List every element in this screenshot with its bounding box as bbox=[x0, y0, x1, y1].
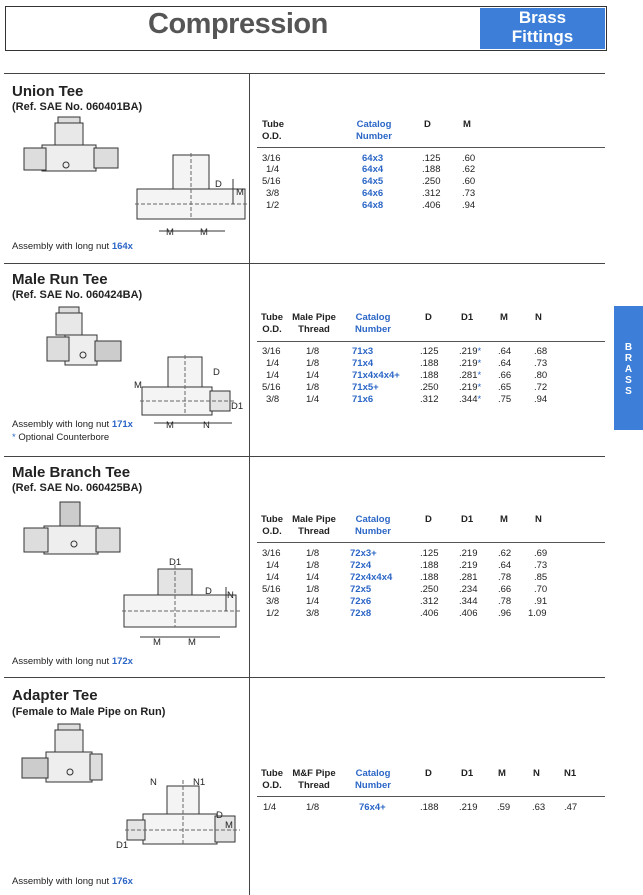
section-divider bbox=[4, 263, 605, 264]
cell: .69 bbox=[534, 548, 548, 559]
cell: 3/8 bbox=[266, 188, 280, 199]
footnote-star: * bbox=[12, 432, 16, 443]
cell: .62 bbox=[462, 164, 476, 175]
dim-label: D1 bbox=[231, 401, 244, 412]
cell: .94 bbox=[462, 200, 476, 211]
adapter-tee-photo bbox=[20, 722, 105, 797]
cell: .78 bbox=[498, 572, 512, 583]
cell: .234 bbox=[459, 584, 478, 595]
cell: 3/16 bbox=[262, 153, 281, 164]
section-title: Male Run Tee bbox=[12, 271, 108, 288]
cell: .188 bbox=[420, 560, 439, 571]
assembly-note bbox=[12, 419, 133, 430]
cell: 1/4 bbox=[306, 596, 320, 607]
cell: .73 bbox=[534, 358, 548, 369]
col-header: Tube O.D. bbox=[261, 312, 283, 335]
cell: .406 bbox=[422, 200, 441, 211]
cell: .73 bbox=[534, 560, 548, 571]
assembly-text: Assembly with long nut bbox=[12, 241, 110, 252]
cell: .70 bbox=[534, 584, 548, 595]
cell: .63 bbox=[532, 802, 546, 813]
dim-label: M bbox=[200, 227, 208, 238]
table-row bbox=[0, 596, 643, 607]
table-row bbox=[0, 358, 643, 369]
cell: 72x6 bbox=[350, 596, 372, 607]
table-row bbox=[0, 572, 643, 583]
cell: 1/4 bbox=[306, 572, 320, 583]
table-rule bbox=[257, 147, 605, 148]
col-header: M&F Pipe Thread bbox=[292, 768, 336, 791]
section-title: Union Tee bbox=[12, 83, 84, 100]
table-row bbox=[0, 548, 643, 559]
cell: .96 bbox=[498, 608, 512, 619]
cell: .250 bbox=[420, 382, 439, 393]
dim-label: D1 bbox=[169, 557, 182, 568]
dim-label: M bbox=[236, 187, 244, 198]
cell: .85 bbox=[534, 572, 548, 583]
asterisk-mark: * bbox=[477, 370, 482, 381]
cell: .250 bbox=[422, 176, 441, 187]
table-row bbox=[0, 188, 643, 199]
assembly-text: Assembly with long nut bbox=[12, 656, 110, 667]
cell: .281* bbox=[459, 370, 482, 381]
dim-label: N bbox=[203, 420, 210, 431]
cell: .406 bbox=[420, 608, 439, 619]
cell: 3/16 bbox=[262, 548, 281, 559]
cell: .91 bbox=[534, 596, 548, 607]
table-row bbox=[0, 394, 643, 405]
asterisk-mark: * bbox=[477, 382, 482, 393]
col-header: N bbox=[533, 768, 540, 779]
cell: .219* bbox=[459, 382, 482, 393]
col-header: Catalog Number bbox=[355, 768, 391, 791]
assembly-text: Assembly with long nut bbox=[12, 419, 110, 430]
cell: 71x6 bbox=[352, 394, 374, 405]
section-divider bbox=[4, 677, 605, 678]
cell: 3/8 bbox=[266, 394, 280, 405]
dim-label: M bbox=[166, 227, 174, 238]
cell: .219 bbox=[459, 560, 478, 571]
section-title: Adapter Tee bbox=[12, 687, 98, 704]
cell: 71x5+ bbox=[352, 382, 379, 393]
assembly-catalog: 171x bbox=[111, 419, 133, 430]
cell: 1/4 bbox=[266, 358, 280, 369]
cell: .78 bbox=[498, 596, 512, 607]
assembly-text: Assembly with long nut bbox=[12, 876, 110, 887]
cell: .73 bbox=[462, 188, 476, 199]
col-header: Catalog Number bbox=[355, 312, 391, 335]
brand-line-1: Brass bbox=[518, 8, 567, 27]
cell: 64x3 bbox=[362, 153, 384, 164]
cell: .59 bbox=[497, 802, 511, 813]
cell: 3/8 bbox=[306, 608, 320, 619]
cell: .94 bbox=[534, 394, 548, 405]
dim-label: M bbox=[134, 380, 142, 391]
cell: .72 bbox=[534, 382, 548, 393]
cell: .188 bbox=[420, 370, 439, 381]
cell: 5/16 bbox=[262, 176, 281, 187]
adapter-tee-drawing bbox=[125, 780, 240, 865]
cell: 64x8 bbox=[362, 200, 384, 211]
cell: .64 bbox=[498, 560, 512, 571]
assembly-catalog: 172x bbox=[111, 656, 133, 667]
asterisk-mark: * bbox=[477, 346, 482, 357]
col-header: M bbox=[500, 312, 508, 323]
footnote-text: Optional Counterbore bbox=[18, 432, 110, 443]
cell: .64 bbox=[498, 346, 512, 357]
section-ref: (Ref. SAE No. 060424BA) bbox=[12, 289, 143, 301]
brand-line-2: Fittings bbox=[511, 27, 574, 46]
cell: .188 bbox=[422, 164, 441, 175]
col-header: M bbox=[500, 514, 508, 525]
cell: 76x4+ bbox=[359, 802, 386, 813]
cell: 1/8 bbox=[306, 346, 320, 357]
table-rule bbox=[257, 796, 605, 797]
cell: 1/4 bbox=[266, 370, 280, 381]
cell: .219 bbox=[459, 802, 478, 813]
table-row bbox=[0, 370, 643, 381]
side-tab-letter: B bbox=[624, 342, 633, 353]
cell: 1/4 bbox=[266, 164, 280, 175]
cell: 1.09 bbox=[528, 608, 547, 619]
col-header: D bbox=[425, 768, 432, 779]
cell: .62 bbox=[498, 548, 512, 559]
page-title: Compression bbox=[148, 8, 328, 40]
cell: .188 bbox=[420, 358, 439, 369]
cell: 64x4 bbox=[362, 164, 384, 175]
dim-label: D bbox=[215, 179, 222, 190]
cell: 1/8 bbox=[306, 560, 320, 571]
col-header: D bbox=[425, 514, 432, 525]
col-header: Tube O.D. bbox=[261, 768, 283, 791]
table-row bbox=[0, 153, 643, 164]
dim-label: D bbox=[216, 810, 223, 821]
cell: .64 bbox=[498, 358, 512, 369]
cell: .219* bbox=[459, 358, 482, 369]
cell: 71x4 bbox=[352, 358, 374, 369]
cell: .60 bbox=[462, 153, 476, 164]
col-header: D1 bbox=[461, 768, 474, 779]
table-rule bbox=[257, 542, 605, 543]
cell: .60 bbox=[462, 176, 476, 187]
table-row bbox=[0, 382, 643, 393]
table-row bbox=[0, 608, 643, 619]
section-ref: (Ref. SAE No. 060425BA) bbox=[12, 482, 143, 494]
col-header: D bbox=[425, 312, 432, 323]
cell: .188 bbox=[420, 572, 439, 583]
assembly-note bbox=[12, 241, 133, 252]
cell: .66 bbox=[498, 370, 512, 381]
cell: 64x6 bbox=[362, 188, 384, 199]
cell: 3/16 bbox=[262, 346, 281, 357]
dim-label: D1 bbox=[116, 840, 129, 851]
dim-label: M bbox=[225, 820, 233, 831]
cell: 72x3+ bbox=[350, 548, 377, 559]
cell: 1/2 bbox=[266, 608, 280, 619]
cell: 1/4 bbox=[263, 802, 277, 813]
cell: .219* bbox=[459, 346, 482, 357]
dim-label: M bbox=[188, 637, 196, 648]
cell: 1/4 bbox=[306, 394, 320, 405]
cell: 64x5 bbox=[362, 176, 384, 187]
cell: .250 bbox=[420, 584, 439, 595]
col-header: D1 bbox=[461, 312, 474, 323]
section-ref: (Female to Male Pipe on Run) bbox=[12, 706, 166, 718]
cell: .312 bbox=[420, 394, 439, 405]
cell: .125 bbox=[420, 548, 439, 559]
cell: .47 bbox=[564, 802, 578, 813]
cell: 5/16 bbox=[262, 584, 281, 595]
col-header: Tube O.D. bbox=[262, 119, 284, 142]
cell: .68 bbox=[534, 346, 548, 357]
cell: 1/4 bbox=[266, 572, 280, 583]
section-title: Male Branch Tee bbox=[12, 464, 131, 481]
asterisk-mark: * bbox=[477, 394, 482, 405]
col-header: M bbox=[498, 768, 506, 779]
cell: .65 bbox=[498, 382, 512, 393]
table-row bbox=[0, 560, 643, 571]
cell: .312 bbox=[420, 596, 439, 607]
cell: .344* bbox=[459, 394, 482, 405]
cell: .344 bbox=[459, 596, 478, 607]
cell: .219 bbox=[459, 548, 478, 559]
assembly-note bbox=[12, 876, 133, 887]
cell: 1/8 bbox=[306, 802, 320, 813]
dim-label: D bbox=[205, 586, 212, 597]
dim-label: M bbox=[153, 637, 161, 648]
dim-label: N bbox=[227, 590, 234, 601]
table-row bbox=[0, 346, 643, 357]
cell: 72x8 bbox=[350, 608, 372, 619]
cell: 1/8 bbox=[306, 358, 320, 369]
col-header: Catalog Number bbox=[355, 514, 391, 537]
table-row bbox=[0, 200, 643, 211]
side-tab-letter: R bbox=[624, 353, 633, 364]
cell: 1/8 bbox=[306, 584, 320, 595]
cell: .281 bbox=[459, 572, 478, 583]
col-header: Male Pipe Thread bbox=[292, 514, 336, 537]
table-row bbox=[0, 164, 643, 175]
col-header: Catalog Number bbox=[356, 119, 392, 142]
table-row bbox=[0, 802, 643, 813]
cell: 5/16 bbox=[262, 382, 281, 393]
table-rule bbox=[257, 341, 605, 342]
dim-label: M bbox=[166, 420, 174, 431]
cell: .66 bbox=[498, 584, 512, 595]
col-header: N1 bbox=[564, 768, 577, 779]
section-ref: (Ref. SAE No. 060401BA) bbox=[12, 101, 143, 113]
cell: 72x5 bbox=[350, 584, 372, 595]
col-header: Tube O.D. bbox=[261, 514, 283, 537]
cell: 1/8 bbox=[306, 382, 320, 393]
cell: 72x4x4x4 bbox=[350, 572, 393, 583]
dim-label: N bbox=[150, 777, 157, 788]
cell: .75 bbox=[498, 394, 512, 405]
cell: 1/8 bbox=[306, 548, 320, 559]
cell: 1/4 bbox=[306, 370, 320, 381]
cell: 1/2 bbox=[266, 200, 280, 211]
cell: .125 bbox=[420, 346, 439, 357]
cell: 71x4x4x4+ bbox=[352, 370, 400, 381]
side-tab-letter: S bbox=[625, 386, 632, 397]
side-tab-letter: A bbox=[624, 364, 633, 375]
section-divider bbox=[4, 456, 605, 457]
cell: .312 bbox=[422, 188, 441, 199]
cell: 71x3 bbox=[352, 346, 374, 357]
dim-label: D bbox=[213, 367, 220, 378]
section-divider bbox=[4, 73, 605, 74]
brand-badge bbox=[480, 8, 605, 49]
table-row bbox=[0, 584, 643, 595]
col-header: Male Pipe Thread bbox=[292, 312, 336, 335]
asterisk-mark: * bbox=[477, 358, 482, 369]
col-header: M bbox=[463, 119, 471, 130]
assembly-catalog: 176x bbox=[111, 876, 133, 887]
cell: 1/4 bbox=[266, 560, 280, 571]
footnote bbox=[12, 432, 109, 443]
side-tab-letter: S bbox=[625, 375, 632, 386]
col-header: N bbox=[535, 312, 542, 323]
cell: 3/8 bbox=[266, 596, 280, 607]
col-header: N bbox=[535, 514, 542, 525]
dim-label: N1 bbox=[193, 777, 206, 788]
cell: .406 bbox=[459, 608, 478, 619]
assembly-catalog: 164x bbox=[111, 241, 133, 252]
assembly-note bbox=[12, 656, 133, 667]
cell: 72x4 bbox=[350, 560, 372, 571]
cell: .80 bbox=[534, 370, 548, 381]
col-header: D bbox=[424, 119, 431, 130]
table-row bbox=[0, 176, 643, 187]
col-header: D1 bbox=[461, 514, 474, 525]
cell: .188 bbox=[420, 802, 439, 813]
cell: .125 bbox=[422, 153, 441, 164]
